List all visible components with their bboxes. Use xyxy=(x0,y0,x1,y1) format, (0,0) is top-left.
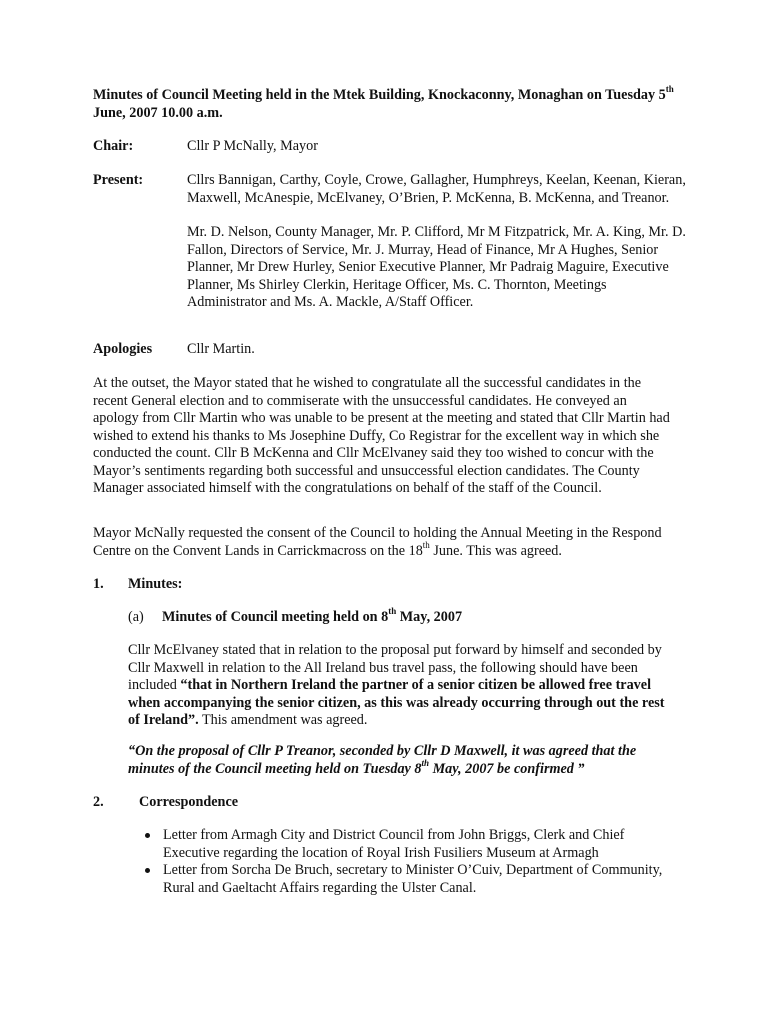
list-item: Letter from Armagh City and District Council from John Briggs, Clerk and Chief Executive regarding the location of Royal Irish Fusiliers Museum at Armagh xyxy=(143,827,673,862)
section-1a-label: (a) xyxy=(128,609,144,625)
amendment-paragraph xyxy=(128,642,666,730)
section-1a-title-text-end: May, 2007 xyxy=(396,609,463,625)
chair-label: Chair: xyxy=(93,138,134,154)
resolution-text: “On the proposal of Cllr P Treanor, seconded by Cllr D Maxwell, it was agreed that the minutes of the Council meeting held on Tuesday 8 xyxy=(128,743,637,777)
section-1a-title-superscript: th xyxy=(388,606,397,617)
section-2-heading xyxy=(93,794,238,812)
present-row xyxy=(93,172,687,312)
resolution-superscript: th xyxy=(421,757,430,768)
list-item: Letter from Sorcha De Bruch, secretary to Minister O’Cuiv, Department of Community, Rural and Gaeltacht Affairs regarding the Ulster Canal. xyxy=(143,862,673,897)
annual-meeting-text-end: June. This was agreed. xyxy=(429,542,562,559)
section-1-heading xyxy=(93,576,182,594)
title-text: Minutes of Council Meeting held in the Mtek Building, Knockaconny, Monaghan on Tuesday 5 xyxy=(93,87,666,103)
resolution-text-end: May, 2007 be confirmed ” xyxy=(429,760,585,777)
amendment-text: Cllr McElvaney stated that in relation to the proposal put forward by himself and seconded by Cllr Maxwell in relation to the All Ireland bus travel pass, the following should have been included xyxy=(128,642,662,693)
resolution-paragraph xyxy=(128,743,668,778)
apologies-label: Apologies xyxy=(93,341,153,357)
present-label: Present: xyxy=(93,172,144,188)
title-text-end: June, 2007 10.00 a.m. xyxy=(93,104,223,121)
annual-meeting-text: Mayor McNally requested the consent of the Council to holding the Annual Meeting in the Respond Centre on the Convent Lands in Carrickmacross on the 18 xyxy=(93,525,662,559)
present-officials: Mr. D. Nelson, County Manager, Mr. P. Clifford, Mr M Fitzpatrick, Mr. A. King, Mr. D. Fallon, Directors of Service, Mr. J. Murray, Head of Finance, Mr A Hughes, Senior Planner, Mr Drew Hurley, Senior Executive Planner, Mr Padraig Maguire, Executive Planner, Ms Shirley Clerkin, Heritage Officer, Ms. C. Thornton, Meetings Administrator and Ms. A. Mackle, A/Staff Officer. xyxy=(187,224,686,310)
chair-value: Cllr P McNally, Mayor xyxy=(187,138,318,154)
amendment-agreed-text: This amendment was agreed. xyxy=(198,712,368,728)
annual-meeting-superscript: th xyxy=(422,539,430,550)
present-councillors: Cllrs Bannigan, Carthy, Coyle, Crowe, Gallagher, Humphreys, Keelan, Keenan, Kieran, Maxwell, McAnespie, McElvaney, O’Brien, P. McKenna, B. McKenna, and Treanor. xyxy=(187,172,686,206)
section-1a-title-text: Minutes of Council meeting held on 8 xyxy=(162,609,389,625)
section-2-title: Correspondence xyxy=(139,794,239,810)
annual-meeting-paragraph xyxy=(93,525,673,560)
section-2-number: 2. xyxy=(93,794,104,810)
correspondence-list xyxy=(143,827,673,897)
amendment-quote: “that in Northern Ireland the partner of a senior citizen be allowed free travel when accompanying the senior citizen, as this was already occurring through out the rest of Ireland”. xyxy=(128,677,665,728)
section-1-number: 1. xyxy=(93,576,104,592)
section-1-title: Minutes: xyxy=(128,576,183,592)
chair-row xyxy=(93,138,687,156)
title-superscript: th xyxy=(665,84,674,95)
outset-paragraph: At the outset, the Mayor stated that he wished to congratulate all the successful candidates in the recent General election and to commiserate with the unsuccessful candidates. He conveyed an apology from Cllr Martin who was unable to be present at the meeting and stated that Cllr Martin had wished to extend his thanks to Ms Josephine Duffy, Co Registrar for the excellent way in which she conducted the count. Cllr B McKenna and Cllr McElvaney said they too wished to concur with the Mayor’s sentiments regarding both successful and unsuccessful election candidates. The County Manager associated himself with the congratulations on behalf of the staff of the Council. xyxy=(93,375,670,496)
apologies-row xyxy=(93,341,687,359)
document-title xyxy=(93,84,693,122)
section-1a-title xyxy=(162,606,463,625)
apologies-value: Cllr Martin. xyxy=(187,341,255,357)
section-1a-heading xyxy=(128,606,648,627)
